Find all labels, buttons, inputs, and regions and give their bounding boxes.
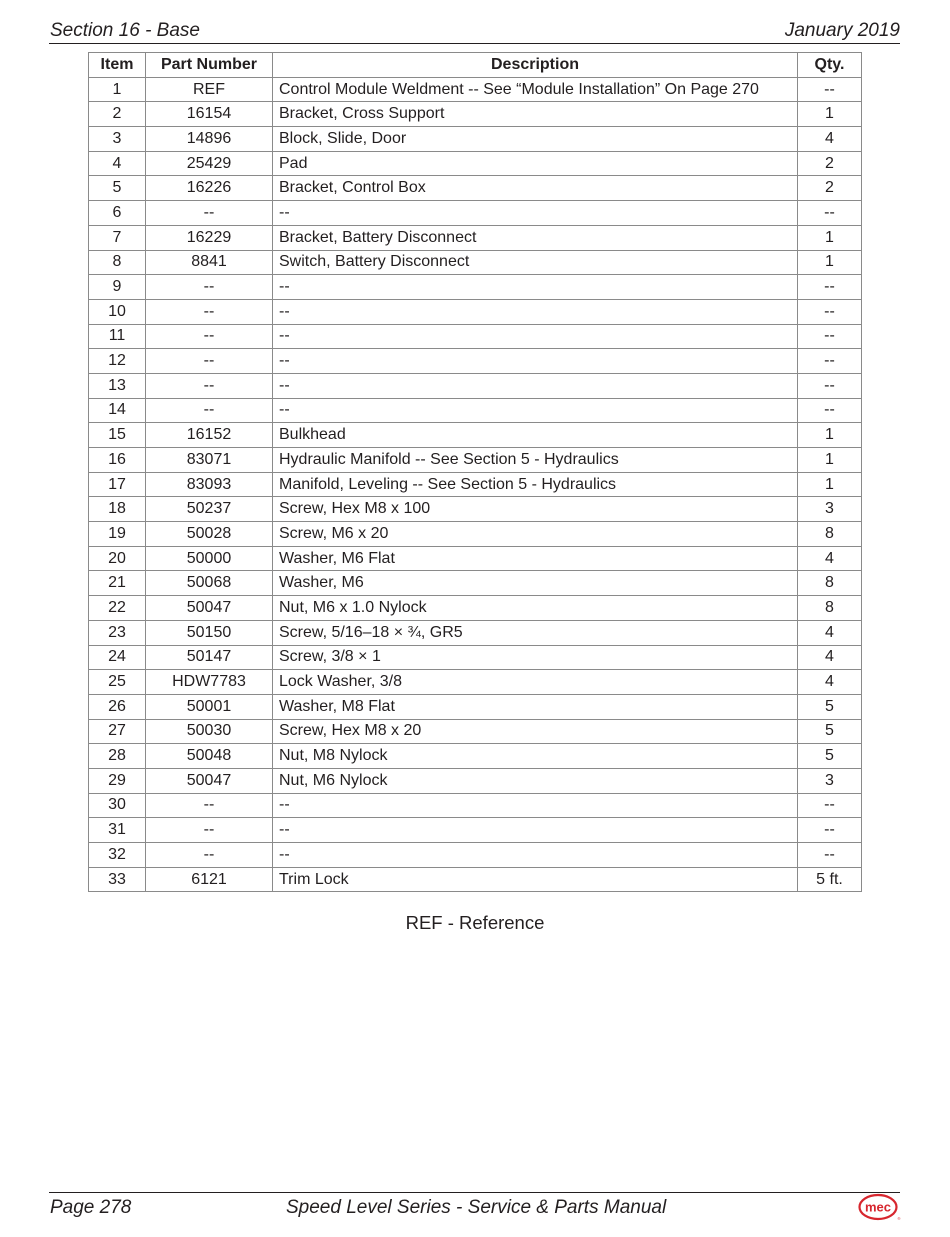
part-number-cell: 50000 [146, 546, 273, 571]
column-header-item: Item [89, 53, 146, 78]
description-cell: -- [273, 793, 798, 818]
header-date: January 2019 [784, 20, 900, 41]
description-cell: -- [273, 324, 798, 349]
part-number-cell: 50147 [146, 645, 273, 670]
qty-cell: -- [798, 843, 862, 868]
description-cell: Control Module Weldment -- See “Module Installation” On Page 270 [273, 77, 798, 102]
table-row [89, 77, 862, 102]
table-row [89, 373, 862, 398]
qty-cell: 4 [798, 670, 862, 695]
page-number: Page 278 [50, 1197, 132, 1218]
table-row [89, 102, 862, 127]
item-cell: 12 [89, 349, 146, 374]
part-number-cell: 50030 [146, 719, 273, 744]
table-row [89, 176, 862, 201]
item-cell: 8 [89, 250, 146, 275]
table-row [89, 225, 862, 250]
table-row [89, 127, 862, 152]
part-number-cell: 50068 [146, 571, 273, 596]
part-number-cell: -- [146, 843, 273, 868]
qty-cell: 8 [798, 596, 862, 621]
description-cell: -- [273, 373, 798, 398]
table-row [89, 448, 862, 473]
part-number-cell: 16152 [146, 423, 273, 448]
description-cell: -- [273, 818, 798, 843]
qty-cell: -- [798, 275, 862, 300]
description-cell: Nut, M6 x 1.0 Nylock [273, 596, 798, 621]
table-row [89, 398, 862, 423]
qty-cell: 4 [798, 620, 862, 645]
qty-cell: 4 [798, 645, 862, 670]
table-row [89, 546, 862, 571]
description-cell: -- [273, 275, 798, 300]
item-cell: 23 [89, 620, 146, 645]
table-row [89, 744, 862, 769]
part-number-cell: 50047 [146, 596, 273, 621]
qty-cell: 1 [798, 448, 862, 473]
qty-cell: 5 [798, 694, 862, 719]
part-number-cell: 83071 [146, 448, 273, 473]
description-cell: Screw, 5/16–18 × ¾, GR5 [273, 620, 798, 645]
qty-cell: 8 [798, 571, 862, 596]
item-cell: 29 [89, 768, 146, 793]
item-cell: 5 [89, 176, 146, 201]
item-cell: 11 [89, 324, 146, 349]
description-cell: Bulkhead [273, 423, 798, 448]
item-cell: 15 [89, 423, 146, 448]
item-cell: 30 [89, 793, 146, 818]
description-cell: Trim Lock [273, 867, 798, 892]
qty-cell: -- [798, 77, 862, 102]
part-number-cell: 50047 [146, 768, 273, 793]
item-cell: 32 [89, 843, 146, 868]
item-cell: 22 [89, 596, 146, 621]
description-cell: Bracket, Battery Disconnect [273, 225, 798, 250]
table-row [89, 867, 862, 892]
item-cell: 13 [89, 373, 146, 398]
part-number-cell: -- [146, 373, 273, 398]
item-cell: 10 [89, 299, 146, 324]
part-number-cell: 25429 [146, 151, 273, 176]
table-row [89, 620, 862, 645]
manual-title: Speed Level Series - Service & Parts Manual [286, 1197, 667, 1218]
qty-cell: 1 [798, 250, 862, 275]
item-cell: 19 [89, 522, 146, 547]
part-number-cell: 50237 [146, 497, 273, 522]
table-row [89, 645, 862, 670]
description-cell: -- [273, 349, 798, 374]
item-cell: 24 [89, 645, 146, 670]
part-number-cell: 6121 [146, 867, 273, 892]
item-cell: 16 [89, 448, 146, 473]
description-cell: -- [273, 299, 798, 324]
description-cell: -- [273, 843, 798, 868]
table-row [89, 497, 862, 522]
column-header-part-number: Part Number [146, 53, 273, 78]
description-cell: Lock Washer, 3/8 [273, 670, 798, 695]
part-number-cell: 50048 [146, 744, 273, 769]
footer-rule [49, 1192, 900, 1193]
table-row [89, 596, 862, 621]
part-number-cell: -- [146, 349, 273, 374]
qty-cell: 5 ft. [798, 867, 862, 892]
part-number-cell: 16154 [146, 102, 273, 127]
qty-cell: 1 [798, 423, 862, 448]
table-row [89, 201, 862, 226]
item-cell: 14 [89, 398, 146, 423]
qty-cell: 5 [798, 719, 862, 744]
part-number-cell: -- [146, 275, 273, 300]
description-cell: Hydraulic Manifold -- See Section 5 - Hydraulics [273, 448, 798, 473]
item-cell: 6 [89, 201, 146, 226]
table-row [89, 250, 862, 275]
description-cell: Nut, M8 Nylock [273, 744, 798, 769]
part-number-cell: HDW7783 [146, 670, 273, 695]
item-cell: 26 [89, 694, 146, 719]
item-cell: 17 [89, 472, 146, 497]
part-number-cell: 50150 [146, 620, 273, 645]
qty-cell: -- [798, 299, 862, 324]
table-header-row [89, 53, 862, 78]
qty-cell: -- [798, 373, 862, 398]
item-cell: 31 [89, 818, 146, 843]
part-number-cell: 50028 [146, 522, 273, 547]
description-cell: Screw, Hex M8 x 100 [273, 497, 798, 522]
qty-cell: -- [798, 398, 862, 423]
item-cell: 4 [89, 151, 146, 176]
part-number-cell: 16226 [146, 176, 273, 201]
part-number-cell: -- [146, 201, 273, 226]
header-rule [49, 43, 900, 44]
part-number-cell: -- [146, 299, 273, 324]
logo-registered-mark: ® [897, 1216, 901, 1221]
part-number-cell: -- [146, 324, 273, 349]
item-cell: 25 [89, 670, 146, 695]
item-cell: 18 [89, 497, 146, 522]
qty-cell: -- [798, 324, 862, 349]
item-cell: 2 [89, 102, 146, 127]
qty-cell: -- [798, 201, 862, 226]
table-row [89, 472, 862, 497]
qty-cell: 1 [798, 102, 862, 127]
table-row [89, 349, 862, 374]
description-cell: Pad [273, 151, 798, 176]
part-number-cell: -- [146, 398, 273, 423]
item-cell: 28 [89, 744, 146, 769]
part-number-cell: -- [146, 793, 273, 818]
description-cell: Block, Slide, Door [273, 127, 798, 152]
table-row [89, 694, 862, 719]
description-cell: Nut, M6 Nylock [273, 768, 798, 793]
table-row [89, 818, 862, 843]
qty-cell: 1 [798, 472, 862, 497]
table-row [89, 151, 862, 176]
description-cell: Screw, M6 x 20 [273, 522, 798, 547]
qty-cell: -- [798, 349, 862, 374]
qty-cell: 8 [798, 522, 862, 547]
table-row [89, 768, 862, 793]
section-title: Section 16 - Base [50, 20, 200, 41]
item-cell: 20 [89, 546, 146, 571]
part-number-cell: -- [146, 818, 273, 843]
parts-table [88, 52, 862, 892]
table-row [89, 275, 862, 300]
qty-cell: 2 [798, 176, 862, 201]
description-cell: Screw, Hex M8 x 20 [273, 719, 798, 744]
part-number-cell: 50001 [146, 694, 273, 719]
column-header-qty: Qty. [798, 53, 862, 78]
item-cell: 7 [89, 225, 146, 250]
qty-cell: 3 [798, 768, 862, 793]
table-row [89, 843, 862, 868]
table-row [89, 324, 862, 349]
table-row [89, 571, 862, 596]
part-number-cell: REF [146, 77, 273, 102]
part-number-cell: 16229 [146, 225, 273, 250]
table-row [89, 423, 862, 448]
description-cell: Screw, 3/8 × 1 [273, 645, 798, 670]
description-cell: Bracket, Cross Support [273, 102, 798, 127]
item-cell: 21 [89, 571, 146, 596]
column-header-description: Description [273, 53, 798, 78]
item-cell: 27 [89, 719, 146, 744]
qty-cell: 3 [798, 497, 862, 522]
description-cell: Manifold, Leveling -- See Section 5 - Hydraulics [273, 472, 798, 497]
part-number-cell: 8841 [146, 250, 273, 275]
logo-text: mec [864, 1199, 892, 1215]
qty-cell: 5 [798, 744, 862, 769]
parts-table-body [89, 77, 862, 892]
qty-cell: -- [798, 793, 862, 818]
table-row [89, 522, 862, 547]
description-cell: Washer, M6 [273, 571, 798, 596]
mec-logo [858, 1193, 900, 1223]
item-cell: 3 [89, 127, 146, 152]
description-cell: Switch, Battery Disconnect [273, 250, 798, 275]
part-number-cell: 83093 [146, 472, 273, 497]
qty-cell: 2 [798, 151, 862, 176]
qty-cell: 1 [798, 225, 862, 250]
qty-cell: -- [798, 818, 862, 843]
reference-note: REF - Reference [405, 912, 545, 933]
description-cell: Washer, M8 Flat [273, 694, 798, 719]
item-cell: 9 [89, 275, 146, 300]
description-cell: Washer, M6 Flat [273, 546, 798, 571]
table-row [89, 719, 862, 744]
description-cell: Bracket, Control Box [273, 176, 798, 201]
qty-cell: 4 [798, 127, 862, 152]
description-cell: -- [273, 201, 798, 226]
table-row [89, 793, 862, 818]
qty-cell: 4 [798, 546, 862, 571]
part-number-cell: 14896 [146, 127, 273, 152]
item-cell: 1 [89, 77, 146, 102]
description-cell: -- [273, 398, 798, 423]
table-row [89, 670, 862, 695]
item-cell: 33 [89, 867, 146, 892]
table-row [89, 299, 862, 324]
